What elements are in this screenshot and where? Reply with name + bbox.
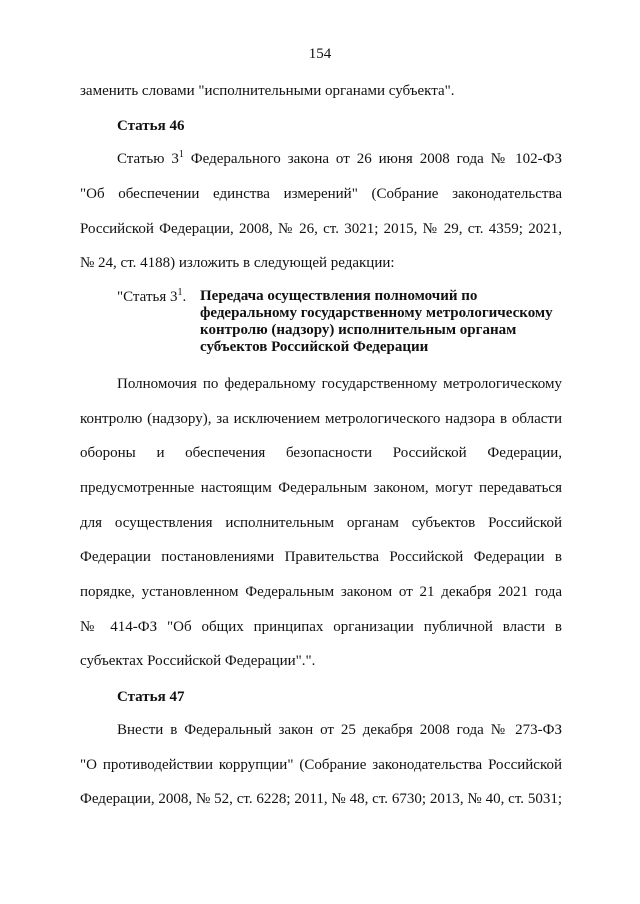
text-line: Полномочия по федеральному государственному метрологическому <box>117 376 562 392</box>
article-46-heading: Статья 46 <box>117 118 185 134</box>
article-3-1-label: "Статья $3^1$. <box>117 287 187 305</box>
text-line: обороны и обеспечения безопасности Российской Федерации, <box>80 445 562 461</box>
text-line: Федерации постановлениями Правительства Российской Федерации в <box>80 549 562 565</box>
text-line: заменить словами "исполнительными органами субъекта". <box>80 83 455 99</box>
text-line: субъектах Российской Федерации".". <box>80 653 316 669</box>
text-line: Статью $3^1$ Федерального закона от 26 июня 2008 года № 102-ФЗ <box>117 149 562 167</box>
article-47-heading: Статья 47 <box>117 689 185 705</box>
text-line: Федерации, 2008, № 52, ст. 6228; 2011, № 48, ст. 6730; 2013, № 40, ст. 5031; <box>80 791 562 807</box>
text-line: "О противодействии коррупции" (Собрание законодательства Российской <box>80 757 562 773</box>
text-line: № 414-ФЗ "Об общих принципах организации публичной власти в <box>80 619 562 635</box>
article-3-1-title: Передача осуществления полномочий по федеральному государственному метрологическому контролю (надзору) исполнительным органам субъектов Российской Федерации <box>200 288 553 355</box>
text-line: порядке, установленном Федеральным законом от 21 декабря 2021 года <box>80 584 562 600</box>
text-line: № 24, ст. 4188) изложить в следующей редакции: <box>80 255 395 271</box>
text-line: Внести в Федеральный закон от 25 декабря 2008 года № 273-ФЗ <box>117 722 562 738</box>
text-line: предусмотренные настоящим Федеральным законом, могут передаваться <box>80 480 562 496</box>
text-line: для осуществления исполнительным органам субъектов Российской <box>80 515 562 531</box>
page-number: 154 <box>308 46 332 62</box>
text-line: контролю (надзору), за исключением метрологического надзора в области <box>80 411 562 427</box>
text-line: "Об обеспечении единства измерений" (Собрание законодательства <box>80 186 562 202</box>
text-line: Российской Федерации, 2008, № 26, ст. 3021; 2015, № 29, ст. 4359; 2021, <box>80 221 562 237</box>
